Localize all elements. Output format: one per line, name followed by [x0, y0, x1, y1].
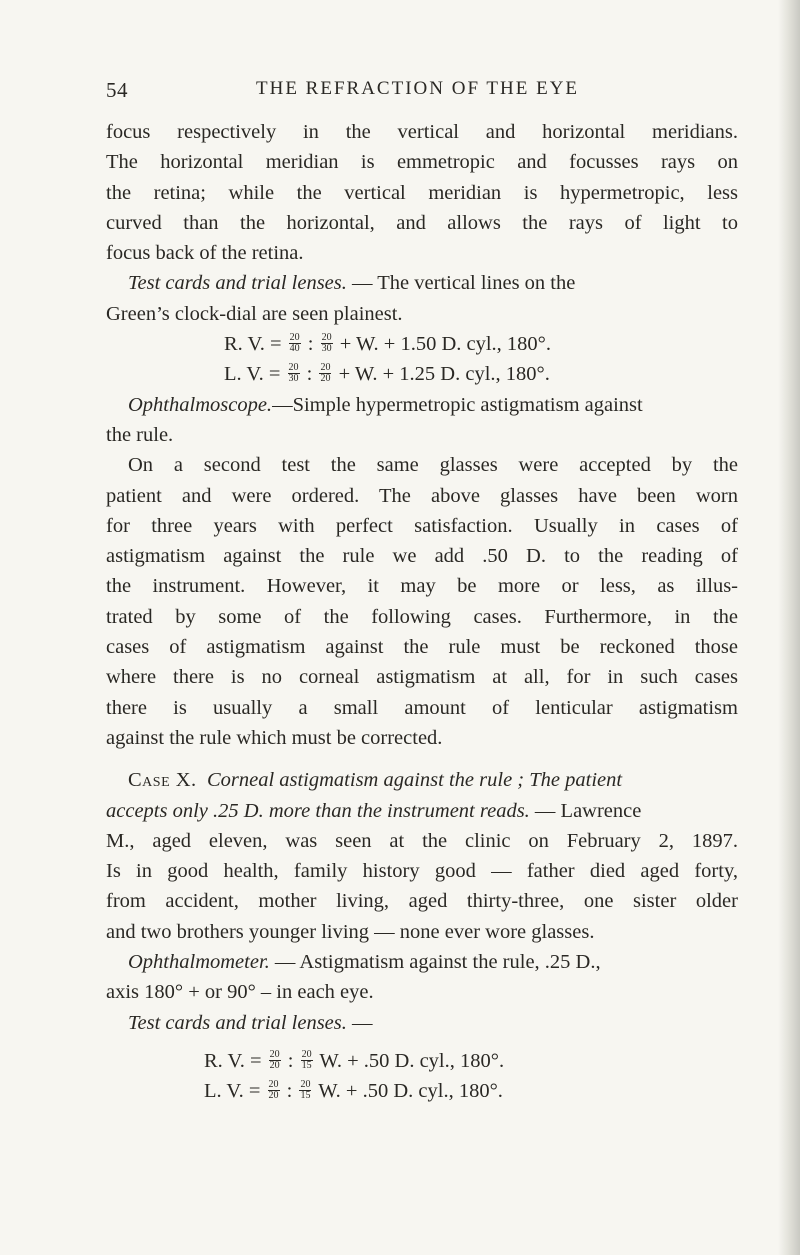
test-cards-line: Test cards and trial lenses. —	[128, 1011, 373, 1034]
fraction: $\frac{20}{20}$	[268, 1079, 279, 1101]
text-line: M., aged eleven, was seen at the clinic on February 2, 1897.	[106, 829, 738, 852]
text-line: for three years with perfect satisfaction. Usually in cases of	[106, 514, 738, 537]
case-heading-line: Case X. Corneal astigmatism against the rule ; The patient	[128, 769, 623, 792]
text-line: and two brothers younger living — none ever wore glasses.	[106, 920, 595, 943]
text-line: Green’s clock-dial are seen plainest.	[106, 302, 403, 325]
fraction: $\frac{20}{15}$	[300, 1079, 311, 1101]
section-heading: Ophthalmometer.	[128, 951, 270, 974]
fraction: $\frac{20}{30}$	[321, 331, 332, 354]
fraction: $\frac{20}{30}$	[288, 362, 299, 385]
running-head: THE REFRACTION OF THE EYE	[256, 78, 580, 99]
fraction: $\frac{20}{40}$	[289, 331, 300, 354]
text-line: the instrument. However, it may be more or less, as illus-	[106, 575, 738, 598]
text-line: from accident, mother living, aged thirty-three, one sister older	[106, 890, 738, 913]
text-line: against the rule which must be corrected.	[106, 726, 443, 749]
fraction: $\frac{20}{20}$	[269, 1048, 280, 1071]
equation-right-eye: R. V. = $\frac{20}{20}$ : $\frac{20}{15}$ W. + .50 D. cyl., 180°.	[204, 1048, 505, 1072]
case-label: Case X.	[128, 769, 197, 792]
equation-right-eye: R. V. = $\frac{20}{40}$ : $\frac{20}{30}$ + W. + 1.50 D. cyl., 180°.	[224, 331, 552, 356]
text-line: focus respectively in the vertical and horizontal meridians.	[106, 121, 738, 143]
equation-left-eye: L. V. = $\frac{20}{20}$ : $\frac{20}{15}$ W. + .50 D. cyl., 180°.	[204, 1079, 503, 1103]
text-line: patient and were ordered. The above glasses have been worn	[106, 484, 738, 507]
text-line: On a second test the same glasses were accepted by the	[128, 454, 738, 477]
case-line: accepts only .25 D. more than the instrument reads. — Lawrence	[106, 799, 642, 822]
section-heading: Test cards and trial lenses.	[128, 1011, 347, 1034]
test-cards-line: Test cards and trial lenses. — The vertical lines on the	[128, 272, 576, 295]
ophthalmometer-line: Ophthalmometer. — Astigmatism against the rule, .25 D.,	[128, 951, 601, 974]
spacer	[106, 753, 738, 765]
page-body	[106, 117, 738, 1107]
page-header	[106, 78, 726, 108]
text-line: the retina; while the vertical meridian is hypermetropic, less	[106, 181, 738, 204]
text-line: where there is no corneal astigmatism at all, for in such cases	[106, 666, 738, 689]
page-number: 54	[106, 78, 128, 102]
text-line: there is usually a small amount of lenticular astigmatism	[106, 696, 738, 719]
text-line: astigmatism against the rule we add .50 D. to the reading of	[106, 545, 738, 568]
text-line: Is in good health, family history good — father died aged forty,	[106, 860, 738, 883]
text-line: focus back of the retina.	[106, 242, 304, 265]
text-line: trated by some of the following cases. Furthermore, in the	[106, 605, 738, 628]
section-heading: Test cards and trial lenses.	[128, 272, 347, 295]
equation-left-eye: L. V. = $\frac{20}{30}$ : $\frac{20}{20}$ + W. + 1.25 D. cyl., 180°.	[224, 362, 550, 386]
text-line: cases of astigmatism against the rule must be reckoned those	[106, 636, 738, 659]
section-heading: Ophthalmoscope.	[128, 393, 273, 416]
fraction: $\frac{20}{20}$	[320, 362, 331, 385]
text-line: the rule.	[106, 423, 174, 446]
text-line: The horizontal meridian is emmetropic and focusses rays on	[106, 151, 738, 174]
text-line: curved than the horizontal, and allows the rays of light to	[106, 211, 738, 234]
page-edge-shadow	[778, 0, 800, 1255]
fraction: $\frac{20}{15}$	[301, 1048, 312, 1071]
text-line: axis 180° + or 90° – in each eye.	[106, 981, 374, 1004]
ophthalmoscope-line: Ophthalmoscope.—Simple hypermetropic astigmatism against	[128, 393, 643, 416]
